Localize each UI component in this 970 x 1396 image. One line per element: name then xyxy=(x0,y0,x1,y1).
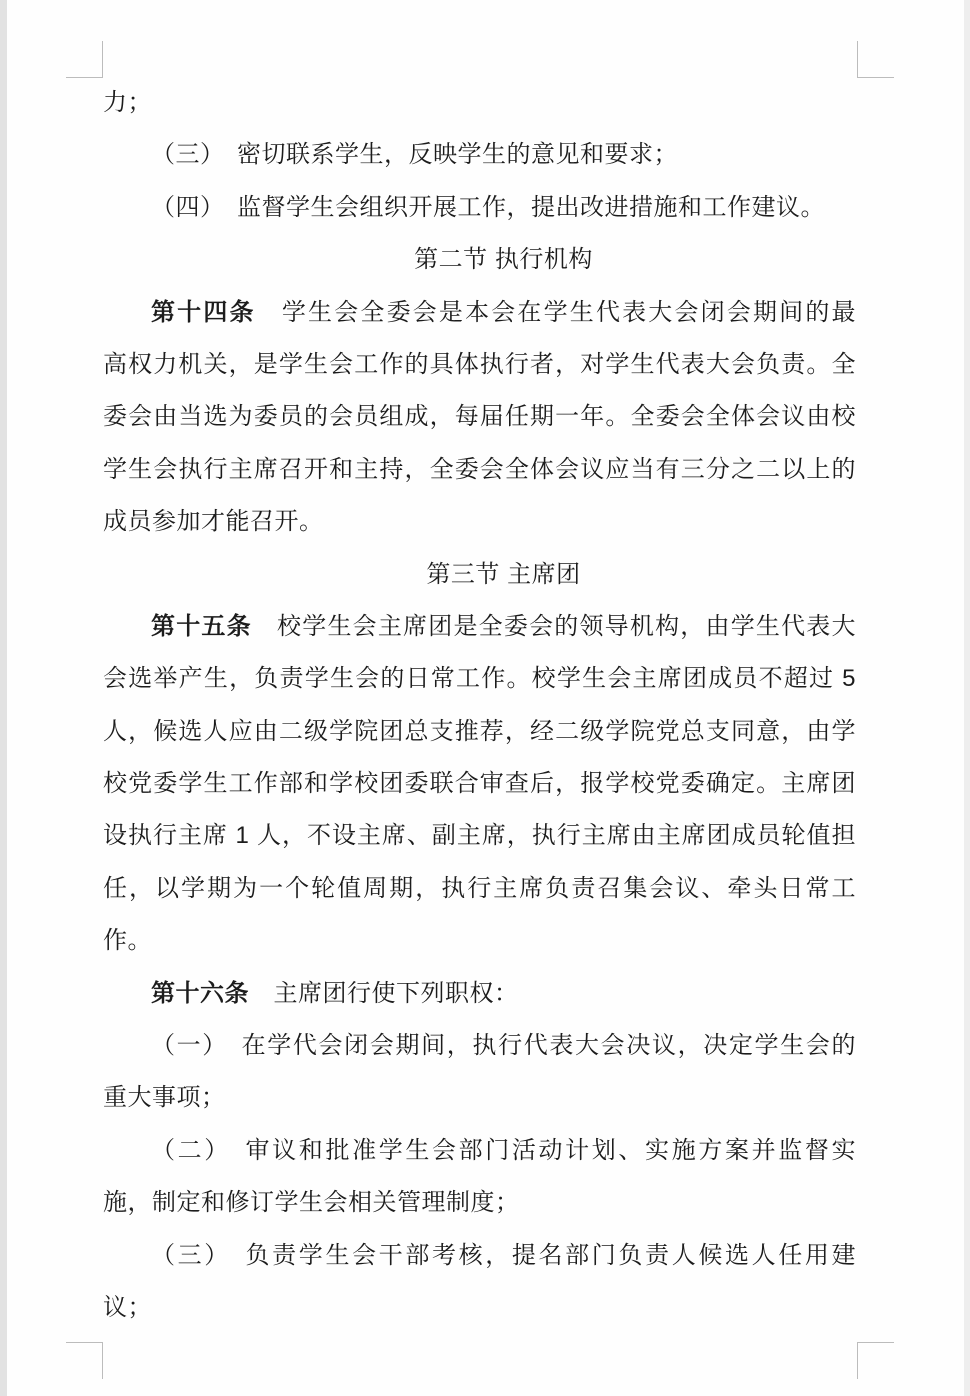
text-line xyxy=(103,1282,856,1334)
line-text: （四） 监督学生会组织开展工作，提出改进措施和工作建议。 xyxy=(151,193,825,221)
list-item xyxy=(103,129,856,181)
article-number: 第十六条 xyxy=(151,979,249,1007)
line-text: 委会由当选为委员的会员组成，每届任期一年。全委会全体会议由校 xyxy=(103,403,856,431)
text-line xyxy=(103,968,856,1020)
text-boundary-mark-bottom-left xyxy=(66,1342,103,1379)
article-number: 第十五条 xyxy=(151,612,252,640)
text-line xyxy=(103,496,856,548)
list-item xyxy=(103,1125,856,1177)
text-line xyxy=(103,810,856,862)
line-text: 施，制定和修订学生会相关管理制度； xyxy=(103,1189,520,1217)
text-line xyxy=(103,863,856,915)
line-text: （一） 在学代会闭会期间，执行代表大会决议，决定学生会的 xyxy=(151,1032,856,1060)
list-item xyxy=(103,182,856,234)
text-line xyxy=(103,77,856,129)
text-line xyxy=(103,601,856,653)
article-number: 第十四条 xyxy=(151,298,256,326)
text-line xyxy=(103,339,856,391)
page-edge-right xyxy=(964,0,970,1396)
line-text: 人，候选人应由二级学院团总支推荐，经二级学院党总支同意，由学 xyxy=(103,717,856,745)
text-line xyxy=(103,706,856,758)
line-text: 作。 xyxy=(103,927,152,955)
text-boundary-mark-top-right xyxy=(857,41,894,78)
line-text: （三） 密切联系学生，反映学生的意见和要求； xyxy=(151,141,678,169)
line-text: 校学生会主席团是全委会的领导机构，由学生代表大 xyxy=(251,612,856,640)
text-boundary-mark-top-left xyxy=(66,41,103,78)
page-edge-left xyxy=(0,0,7,1396)
list-item xyxy=(103,1230,856,1282)
heading-text: 第三节 主席团 xyxy=(426,560,581,588)
line-text: 议； xyxy=(103,1293,152,1321)
line-text: （二） 审议和批准学生会部门活动计划、实施方案并监督实 xyxy=(151,1136,856,1164)
text-line xyxy=(103,287,856,339)
line-text: 任，以学期为一个轮值周期，执行主席负责召集会议、牵头日常工 xyxy=(103,874,856,902)
line-text: 学生会全委会是本会在学生代表大会闭会期间的最 xyxy=(255,298,856,326)
section-heading xyxy=(103,549,856,601)
text-line xyxy=(103,1072,856,1124)
line-text: （三） 负责学生会干部考核，提名部门负责人候选人任用建 xyxy=(151,1241,856,1269)
heading-text: 第二节 执行机构 xyxy=(414,246,593,274)
line-text: 会选举产生，负责学生会的日常工作。校学生会主席团成员不超过 5 xyxy=(103,665,856,693)
document-body xyxy=(103,77,856,1334)
text-line xyxy=(103,758,856,810)
line-text: 设执行主席 1 人，不设主席、副主席，执行主席由主席团成员轮值担 xyxy=(103,822,856,850)
line-text: 主席团行使下列职权： xyxy=(249,979,519,1007)
line-text: 重大事项； xyxy=(103,1084,226,1112)
section-heading xyxy=(103,234,856,286)
line-text: 学生会执行主席召开和主持，全委会全体会议应当有三分之二以上的 xyxy=(103,455,856,483)
line-text: 高权力机关，是学生会工作的具体执行者，对学生代表大会负责。全 xyxy=(103,350,856,378)
text-line xyxy=(103,653,856,705)
text-boundary-mark-bottom-right xyxy=(857,1342,894,1379)
text-line xyxy=(103,391,856,443)
text-line xyxy=(103,444,856,496)
text-line xyxy=(103,1177,856,1229)
list-item xyxy=(103,1020,856,1072)
text-line xyxy=(103,915,856,967)
line-text: 成员参加才能召开。 xyxy=(103,508,324,536)
line-text: 力； xyxy=(103,89,152,116)
line-text: 校党委学生工作部和学校团委联合审查后，报学校党委确定。主席团 xyxy=(103,770,856,798)
